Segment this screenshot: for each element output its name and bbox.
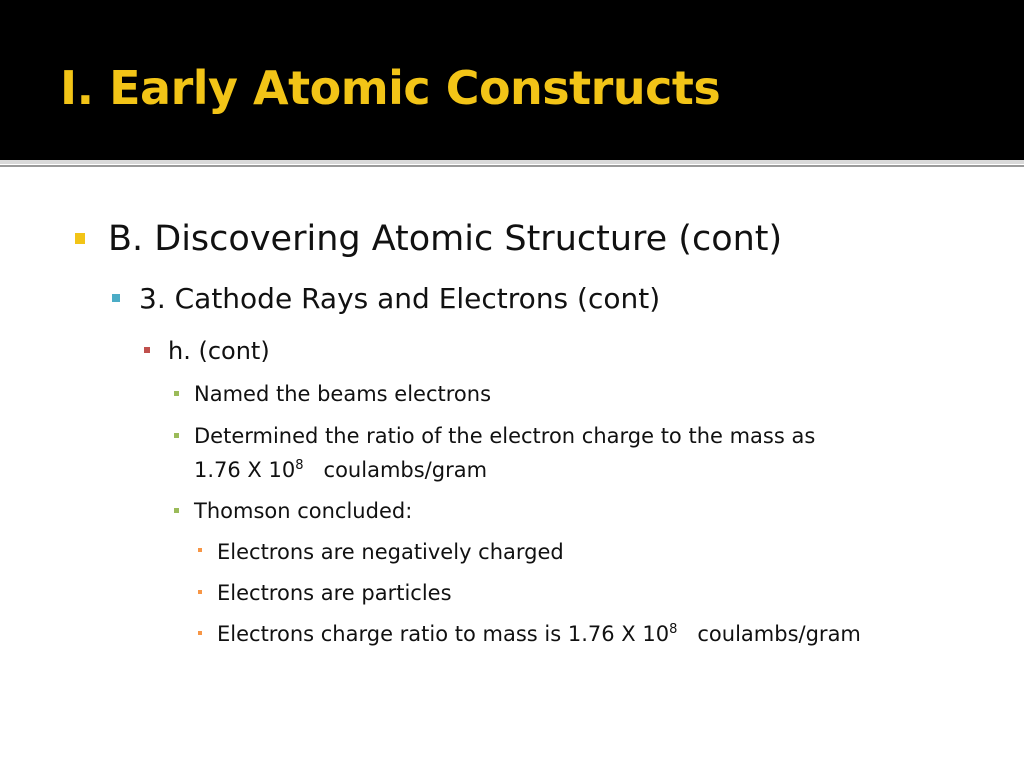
bullet-text: Electrons are negatively charged (217, 540, 564, 564)
bullet-text: Determined the ratio of the electron charge to the mass as (194, 424, 816, 448)
bullet-text: h. (cont) (168, 337, 270, 365)
bullet-text: Named the beams electrons (194, 382, 492, 406)
exponent: 8 (669, 622, 678, 637)
square-bullet-icon (75, 233, 85, 244)
unit: coulambs/gram (697, 622, 861, 646)
square-bullet-icon (144, 347, 150, 353)
bullet-text: 3. Cathode Rays and Electrons (cont) (139, 282, 661, 315)
square-bullet-icon (198, 631, 202, 635)
ratio-sentence: Electrons charge ratio to mass is 1.76 X 10 (217, 622, 670, 646)
bullet-text: Thomson concluded: (194, 499, 413, 523)
square-bullet-icon (174, 391, 179, 396)
bullet-text (217, 620, 861, 648)
square-bullet-icon (112, 294, 120, 302)
bullet-text: Electrons are particles (217, 581, 452, 605)
unit: coulambs/gram (323, 458, 488, 482)
square-bullet-icon (174, 508, 179, 513)
ratio-value: 1.76 X 10 (194, 458, 296, 482)
square-bullet-icon (174, 433, 179, 438)
bullet-text-continuation (194, 456, 487, 484)
bullet-text: B. Discovering Atomic Structure (cont) (108, 219, 783, 259)
square-bullet-icon (198, 548, 202, 552)
square-bullet-icon (198, 590, 202, 594)
exponent: 8 (295, 458, 304, 473)
slide-title: I. Early Atomic Constructs (60, 61, 721, 115)
